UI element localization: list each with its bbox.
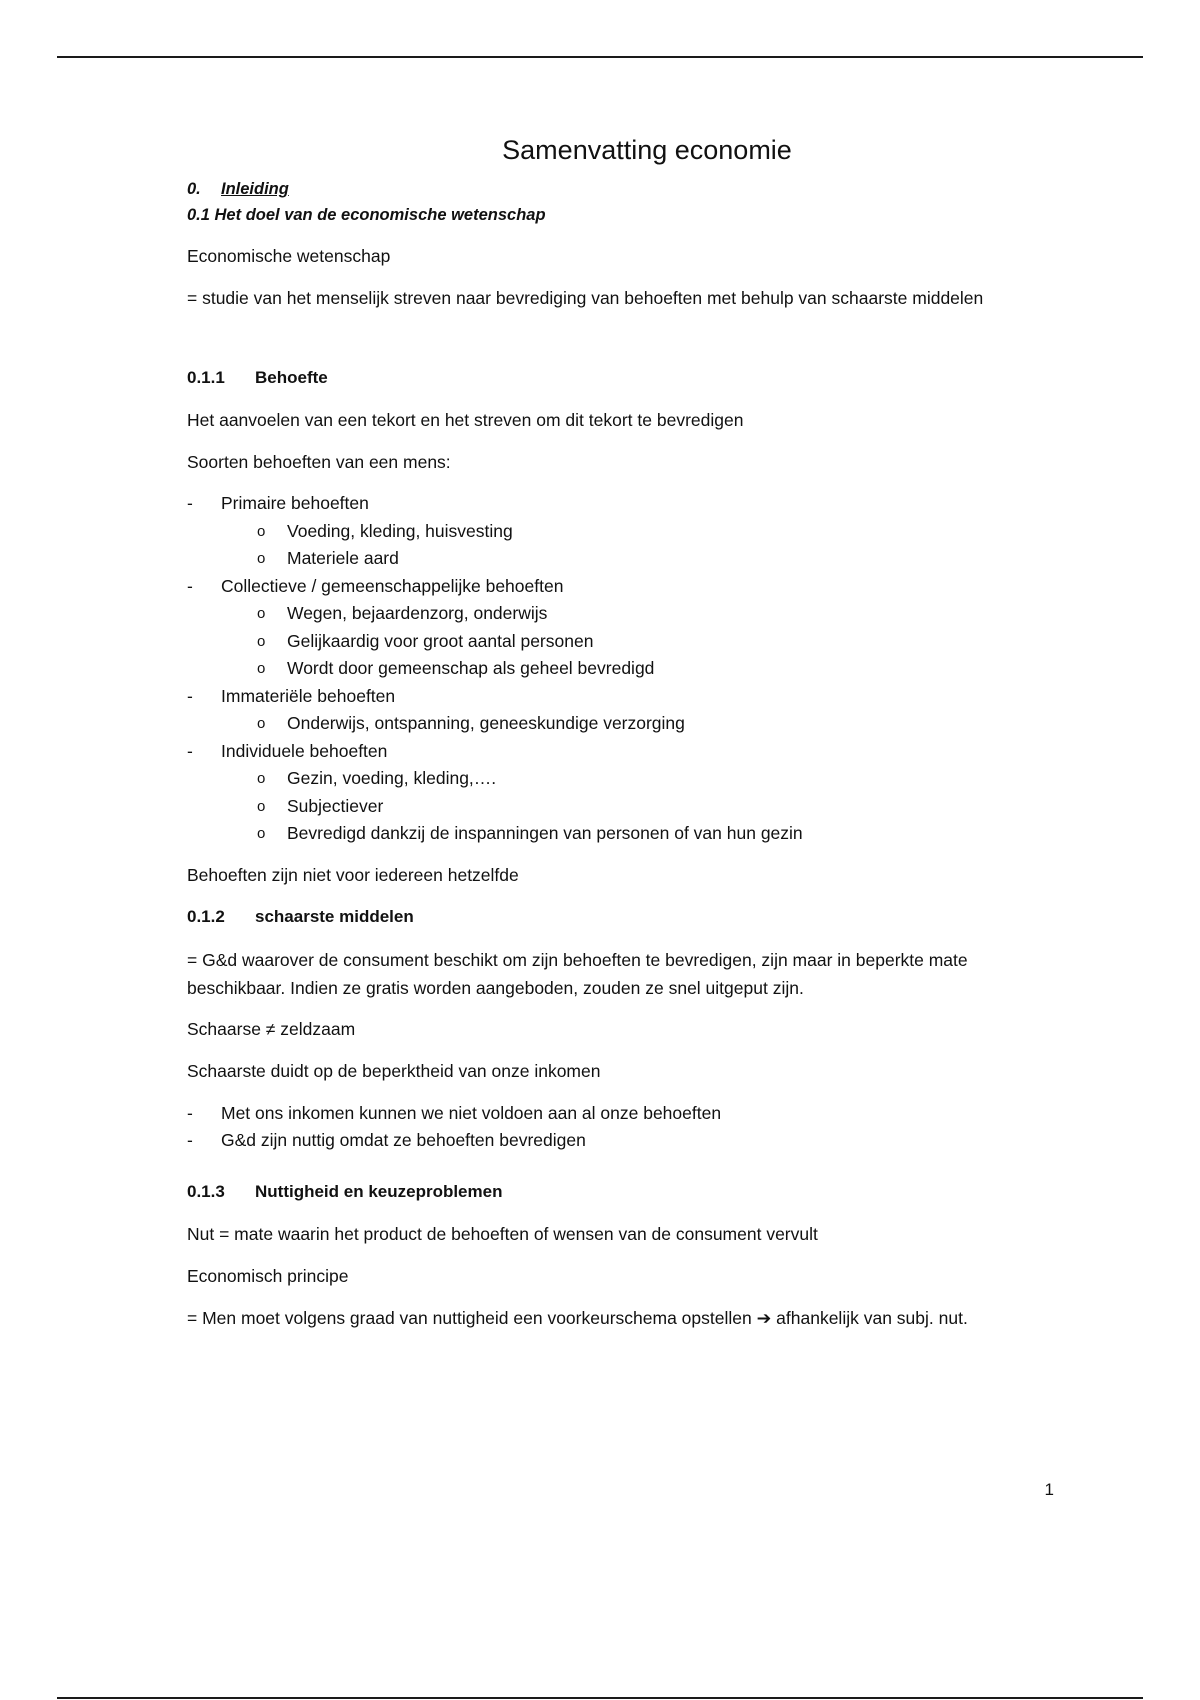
list-item-label: Immateriële behoeften — [221, 685, 396, 706]
section-012-definition: = G&d waarover de consument beschikt om zijn behoeften te bevredigen, zijn maar in beperkte mate beschikbaar. Indien ze gratis worden aangeboden, zouden ze snel uitgeput zijn. — [187, 949, 968, 998]
sub-list-item — [187, 655, 1067, 683]
sub-list-item-text: Wegen, bejaardenzorg, onderwijs — [287, 603, 548, 623]
sub-list — [187, 710, 1067, 738]
sub-list-item-text: Subjectiever — [287, 795, 384, 816]
top-rule — [57, 56, 1143, 58]
circle-bullet: o — [257, 522, 266, 540]
sub-list-item — [187, 545, 1067, 573]
dash-bullet: - — [187, 685, 193, 706]
circle-bullet: o — [257, 715, 266, 732]
sub-list-item — [187, 518, 1067, 546]
sub-list-item — [187, 628, 1067, 656]
sub-list — [187, 600, 1067, 683]
list-item-label: G&d zijn nuttig omdat ze behoeften bevredigen — [221, 1130, 586, 1150]
section-012-number: 0.1.2 — [187, 906, 225, 926]
sub-list-item-text: Gezin, voeding, kleding,…. — [287, 768, 497, 788]
circle-bullet: o — [257, 660, 266, 677]
intro-heading-number: 0. — [187, 180, 201, 198]
circle-bullet: o — [257, 770, 266, 787]
document-page — [187, 130, 1067, 1331]
intro-heading-label: Inleiding — [221, 180, 289, 198]
section-012-heading — [187, 904, 1067, 930]
definition-economische-wetenschap: = studie van het menselijk streven naar bevrediging van behoeften met behulp van schaarste middelen — [187, 288, 984, 308]
dash-bullet: - — [187, 1102, 193, 1123]
list-item — [187, 1100, 1067, 1128]
page-number: 1 — [1044, 1480, 1054, 1499]
list-item-label: Individuele behoeften — [221, 740, 388, 761]
section-011-closing: Behoeften zijn niet voor iedereen hetzelfde — [187, 864, 519, 885]
dash-bullet: - — [187, 493, 193, 513]
sub-list-item — [187, 710, 1067, 738]
section-011-definition: Het aanvoelen van een tekort en het streven om dit tekort te bevredigen — [187, 410, 744, 430]
subheading-doel: 0.1 Het doel van de economische wetenschap — [187, 206, 546, 224]
sub-list-item — [187, 765, 1067, 793]
section-012-contrast: Schaarse ≠ zeldzaam — [187, 1018, 356, 1039]
sub-list-item-text: Wordt door gemeenschap als geheel bevredigd — [287, 658, 655, 678]
section-011-list-intro: Soorten behoeften van een mens: — [187, 452, 451, 472]
sub-list-item — [187, 793, 1067, 821]
list-item-label: Collectieve / gemeenschappelijke behoeften — [221, 575, 564, 596]
section-012-title: schaarste middelen — [255, 906, 414, 926]
sub-list — [187, 765, 1067, 848]
sub-list-item-text: Materiele aard — [287, 548, 399, 568]
list-item-label: Met ons inkomen kunnen we niet voldoen aan al onze behoeften — [221, 1102, 722, 1123]
principle-tail: afhankelijk van subj. nut. — [776, 1307, 968, 1328]
list-item — [187, 490, 1067, 573]
sub-list — [187, 518, 1067, 573]
section-013-heading — [187, 1179, 1067, 1205]
circle-bullet: o — [257, 632, 266, 650]
sub-list-item-text: Bevredigd dankzij de inspanningen van personen of van hun gezin — [287, 823, 803, 843]
circle-bullet: o — [257, 605, 266, 622]
section-011-heading — [187, 365, 1067, 391]
list-item — [187, 738, 1067, 848]
arrow-icon: ➔ — [756, 1307, 772, 1328]
circle-bullet: o — [257, 797, 266, 815]
sub-list-item — [187, 820, 1067, 848]
circle-bullet: o — [257, 825, 266, 842]
term-economische-wetenschap: Economische wetenschap — [187, 246, 391, 266]
dash-bullet: - — [187, 1130, 193, 1150]
sub-list-item-text: Gelijkaardig voor groot aantal personen — [287, 630, 594, 651]
list-item — [187, 573, 1067, 683]
sub-list-item — [187, 600, 1067, 628]
list-item — [187, 1127, 1067, 1155]
dash-bullet: - — [187, 575, 193, 596]
principle-text: = Men moet volgens graad van nuttigheid een voorkeurschema opstellen — [187, 1307, 752, 1328]
section-013-principle-term: Economisch principe — [187, 1265, 349, 1286]
section-013-number: 0.1.3 — [187, 1181, 225, 1201]
section-013-title: Nuttigheid en keuzeproblemen — [255, 1181, 503, 1201]
sub-list-item-text: Voeding, kleding, huisvesting — [287, 520, 513, 541]
section-011-number: 0.1.1 — [187, 368, 225, 387]
section-012-explanation: Schaarste duidt op de beperktheid van onze inkomen — [187, 1060, 601, 1081]
section-013-nut: Nut = mate waarin het product de behoeften of wensen van de consument vervult — [187, 1223, 818, 1244]
section-013-principle — [187, 1305, 1067, 1331]
dash-bullet: - — [187, 740, 193, 761]
list-item-label: Primaire behoeften — [221, 493, 369, 513]
document-title: Samenvatting economie — [502, 135, 792, 165]
circle-bullet: o — [257, 550, 266, 567]
schaarste-list — [187, 1100, 1067, 1155]
list-item — [187, 683, 1067, 738]
bottom-rule — [57, 1697, 1143, 1699]
behoeften-list — [187, 490, 1067, 848]
intro-heading — [187, 176, 1067, 202]
sub-list-item-text: Onderwijs, ontspanning, geneeskundige verzorging — [287, 713, 685, 733]
section-011-title: Behoefte — [255, 368, 328, 387]
